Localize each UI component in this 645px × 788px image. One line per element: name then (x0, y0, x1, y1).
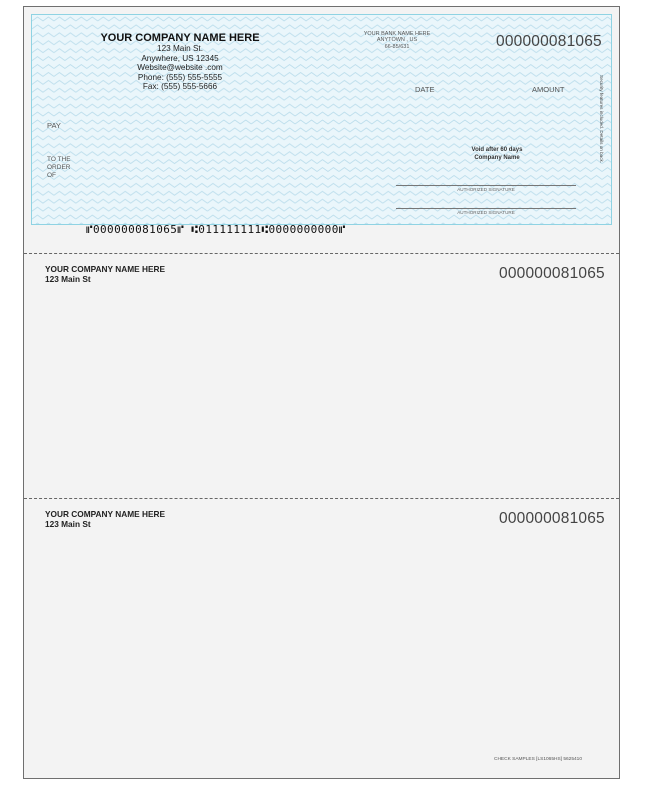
address-line: Phone: (555) 555-5555 (137, 72, 223, 82)
bank-location: ANYTOWN , US (376, 37, 418, 44)
micr-line: ⑈000000081065⑈ ⑆011111111⑆0000000000⑈ (86, 223, 346, 236)
stub-company-name: YOUR COMPANY NAME HERE (45, 264, 166, 274)
to-order-line: OF (47, 172, 57, 179)
bank-fraction: 66-85/631 (384, 43, 410, 50)
security-note: Security features included. Details on back. (599, 75, 604, 164)
address-line: Fax: (555) 555-5666 (142, 82, 218, 91)
stub-2-check-number: 000000081065 (499, 510, 605, 527)
stub-company-name: YOUR COMPANY NAME HERE (45, 509, 166, 519)
signature-label-2: AUTHORIZED SIGNATURE (457, 210, 515, 215)
stub-address: 123 Main St (45, 273, 91, 284)
check-face (31, 14, 612, 225)
to-order-line: ORDER (47, 164, 71, 171)
void-company-name: Company Name (474, 154, 520, 161)
signature-line-2[interactable] (396, 208, 576, 209)
to-order-line: TO THE (47, 156, 71, 163)
address-line: Website@website .com (137, 63, 223, 72)
check-number: 000000081065 (496, 33, 602, 50)
signature-line-1[interactable] (396, 185, 576, 186)
to-the-order-of-label (47, 156, 71, 180)
void-line: Void after 60 days (471, 147, 523, 153)
amount-label: AMOUNT (532, 85, 565, 94)
bank-info (332, 31, 462, 50)
footer-code: CHECK SAMPLES [LS1065HS] 5625410 (494, 757, 582, 762)
perforation-line (24, 253, 619, 254)
stub-2-company (45, 510, 165, 529)
signature-label-1: AUTHORIZED SIGNATURE (457, 187, 515, 192)
perforation-line (24, 498, 619, 499)
company-name: YOUR COMPANY NAME HERE (100, 32, 260, 44)
address-line: 123 Main St. (157, 44, 203, 53)
stub-1-check-number: 000000081065 (499, 265, 605, 282)
check-sheet (23, 6, 620, 779)
bank-name: YOUR BANK NAME HERE (363, 31, 431, 37)
company-address (80, 44, 280, 92)
date-label: DATE (415, 85, 435, 94)
void-notice (437, 147, 557, 162)
stub-address: 123 Main St (45, 518, 91, 529)
pay-label: PAY (47, 121, 61, 130)
stub-1-company (45, 265, 165, 284)
address-line: Anywhere, US 12345 (141, 53, 219, 63)
